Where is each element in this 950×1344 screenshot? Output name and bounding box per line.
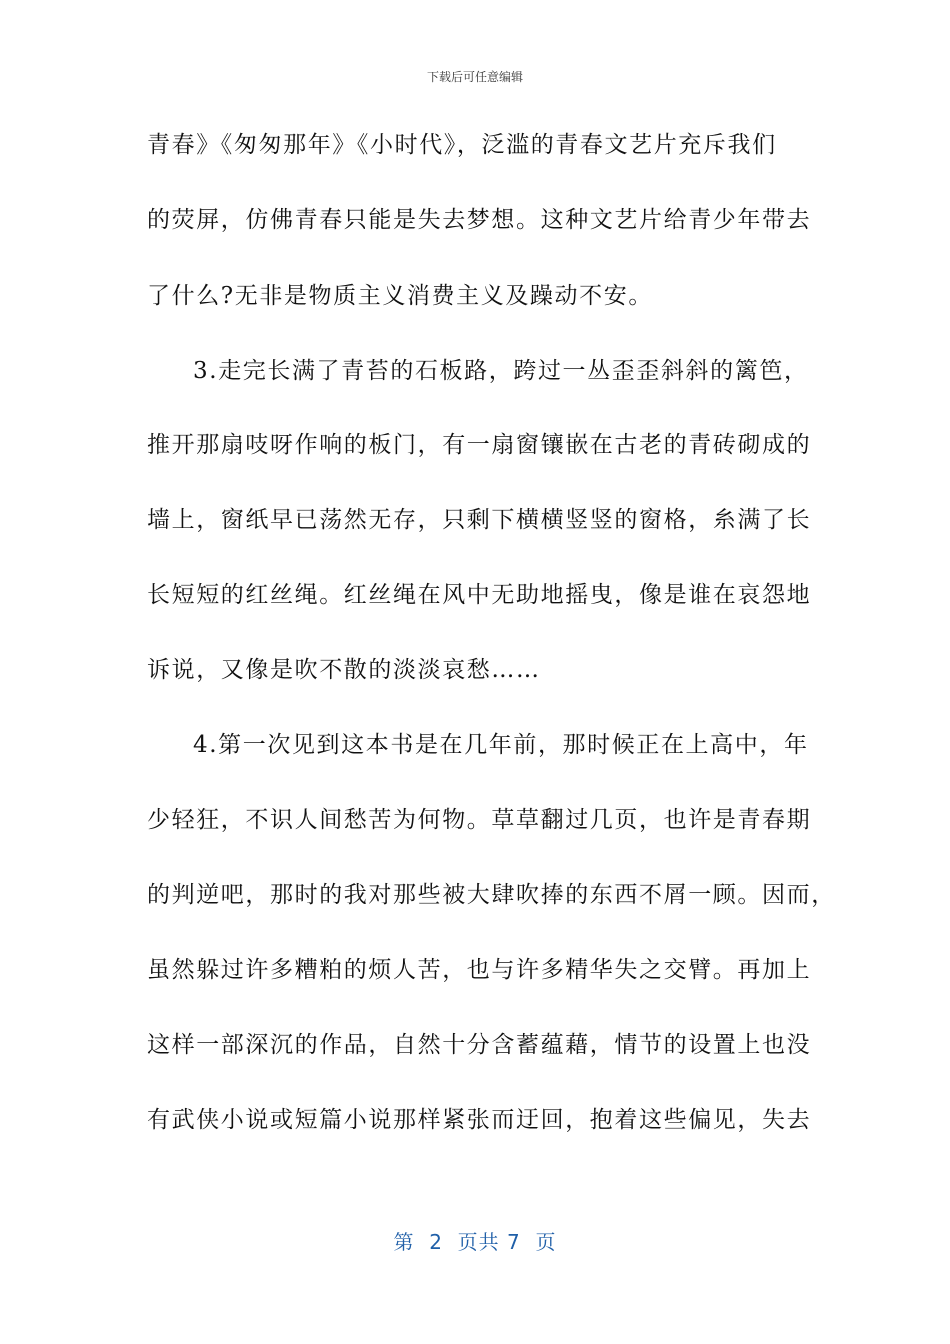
text-line: 青春》《匆匆那年》《小时代》，泛滥的青春文艺片充斥我们 [147, 132, 777, 158]
text-line: 诉说，又像是吹不散的淡淡哀愁…… [147, 657, 541, 683]
text-line: 墙上，窗纸早已荡然无存，只剩下横横竖竖的窗格，糸满了长 [147, 507, 812, 533]
text-line: 虽然躲过许多糟粕的烦人苦，也与许多精华失之交臂。再加上 [147, 957, 812, 983]
text-line: 长短短的红丝绳。红丝绳在风中无助地摇曳，像是谁在哀怨地 [147, 582, 812, 608]
text-line: 少轻狂，不识人间愁苦为何物。草草翻过几页，也许是青春期 [147, 807, 812, 833]
text-line: 4.第一次见到这本书是在几年前，那时候正在上高中，年 [193, 732, 809, 758]
text-line: 有武侠小说或短篇小说那样紧张而迂回，抱着这些偏见，失去 [147, 1107, 812, 1133]
text-line: 了什么?无非是物质主义消费主义及躁动不安。 [147, 283, 653, 309]
text-line: 推开那扇吱呀作响的板门，有一扇窗镶嵌在古老的青砖砌成的 [147, 432, 812, 458]
text-line: 这样一部深沉的作品，自然十分含蓄蕴藉，情节的设置上也没 [147, 1032, 812, 1058]
page-number: 第 2 页共 7 页 [393, 1230, 557, 1254]
text-line: 的荧屏，仿佛青春只能是失去梦想。这种文艺片给青少年带去 [147, 207, 812, 233]
header-note: 下载后可任意编辑 [426, 70, 523, 84]
text-line: 的判逆吧，那时的我对那些被大肆吹捧的东西不屑一顾。因而， [147, 882, 836, 908]
text-line: 3.走完长满了青苔的石板路，跨过一丛歪歪斜斜的篱笆， [193, 358, 809, 384]
